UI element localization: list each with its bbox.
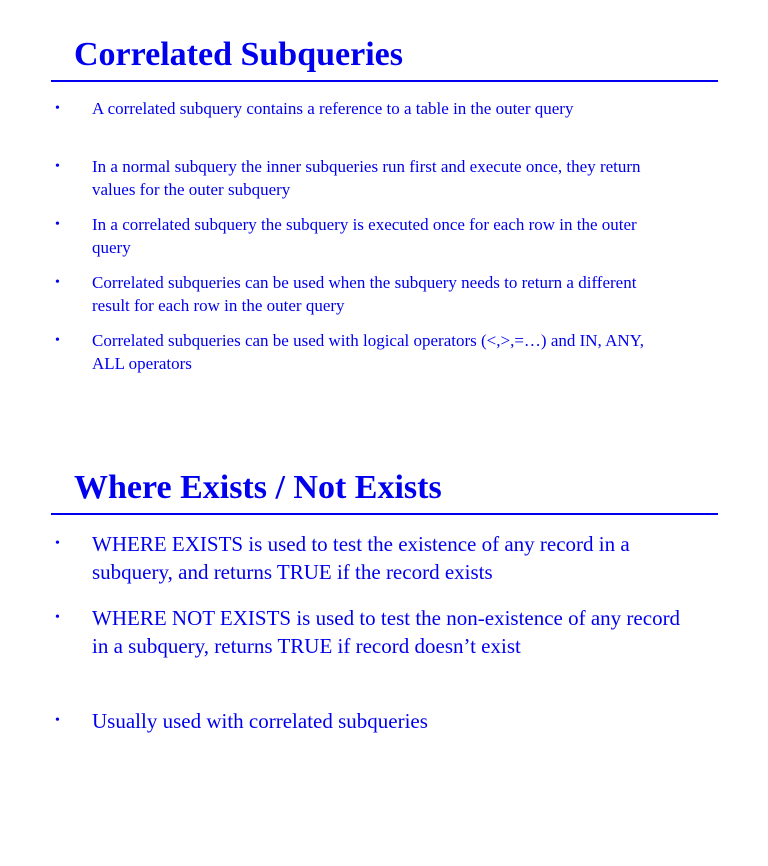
bullet-icon: • — [55, 333, 60, 348]
bullet-icon: • — [55, 159, 60, 174]
bullet-text: Correlated subqueries can be used with logical operators (<,>,=…) and IN, ANY, ALL operators — [92, 331, 645, 373]
bullet-icon: • — [55, 536, 60, 551]
bullet-icon: • — [55, 217, 60, 232]
bullet-text: Usually used with correlated subqueries — [92, 709, 428, 733]
section-title-where-exists: Where Exists / Not Exists — [74, 469, 442, 506]
bullet-text: Correlated subqueries can be used when the subquery needs to return a different result for each row in the outer query — [92, 273, 637, 315]
bullet-text: In a normal subquery the inner subqueries run first and execute once, they return values for the outer subquery — [92, 157, 641, 199]
bullet-icon: • — [55, 610, 60, 625]
section-title-correlated-subqueries: Correlated Subqueries — [74, 36, 403, 73]
title-underline-rule — [51, 513, 718, 515]
bullet-icon: • — [55, 101, 60, 116]
bullet-text: WHERE NOT EXISTS is used to test the non-existence of any record in a subquery, returns TRUE if record doesn’t exist — [92, 606, 681, 658]
title-underline-rule — [51, 80, 718, 82]
bullet-text: WHERE EXISTS is used to test the existence of any record in a subquery, and returns TRUE if the record exists — [92, 532, 630, 584]
bullet-icon: • — [55, 275, 60, 290]
bullet-text: A correlated subquery contains a reference to a table in the outer query — [92, 99, 574, 118]
bullet-icon: • — [55, 713, 60, 728]
bullet-text: In a correlated subquery the subquery is executed once for each row in the outer query — [92, 215, 637, 257]
